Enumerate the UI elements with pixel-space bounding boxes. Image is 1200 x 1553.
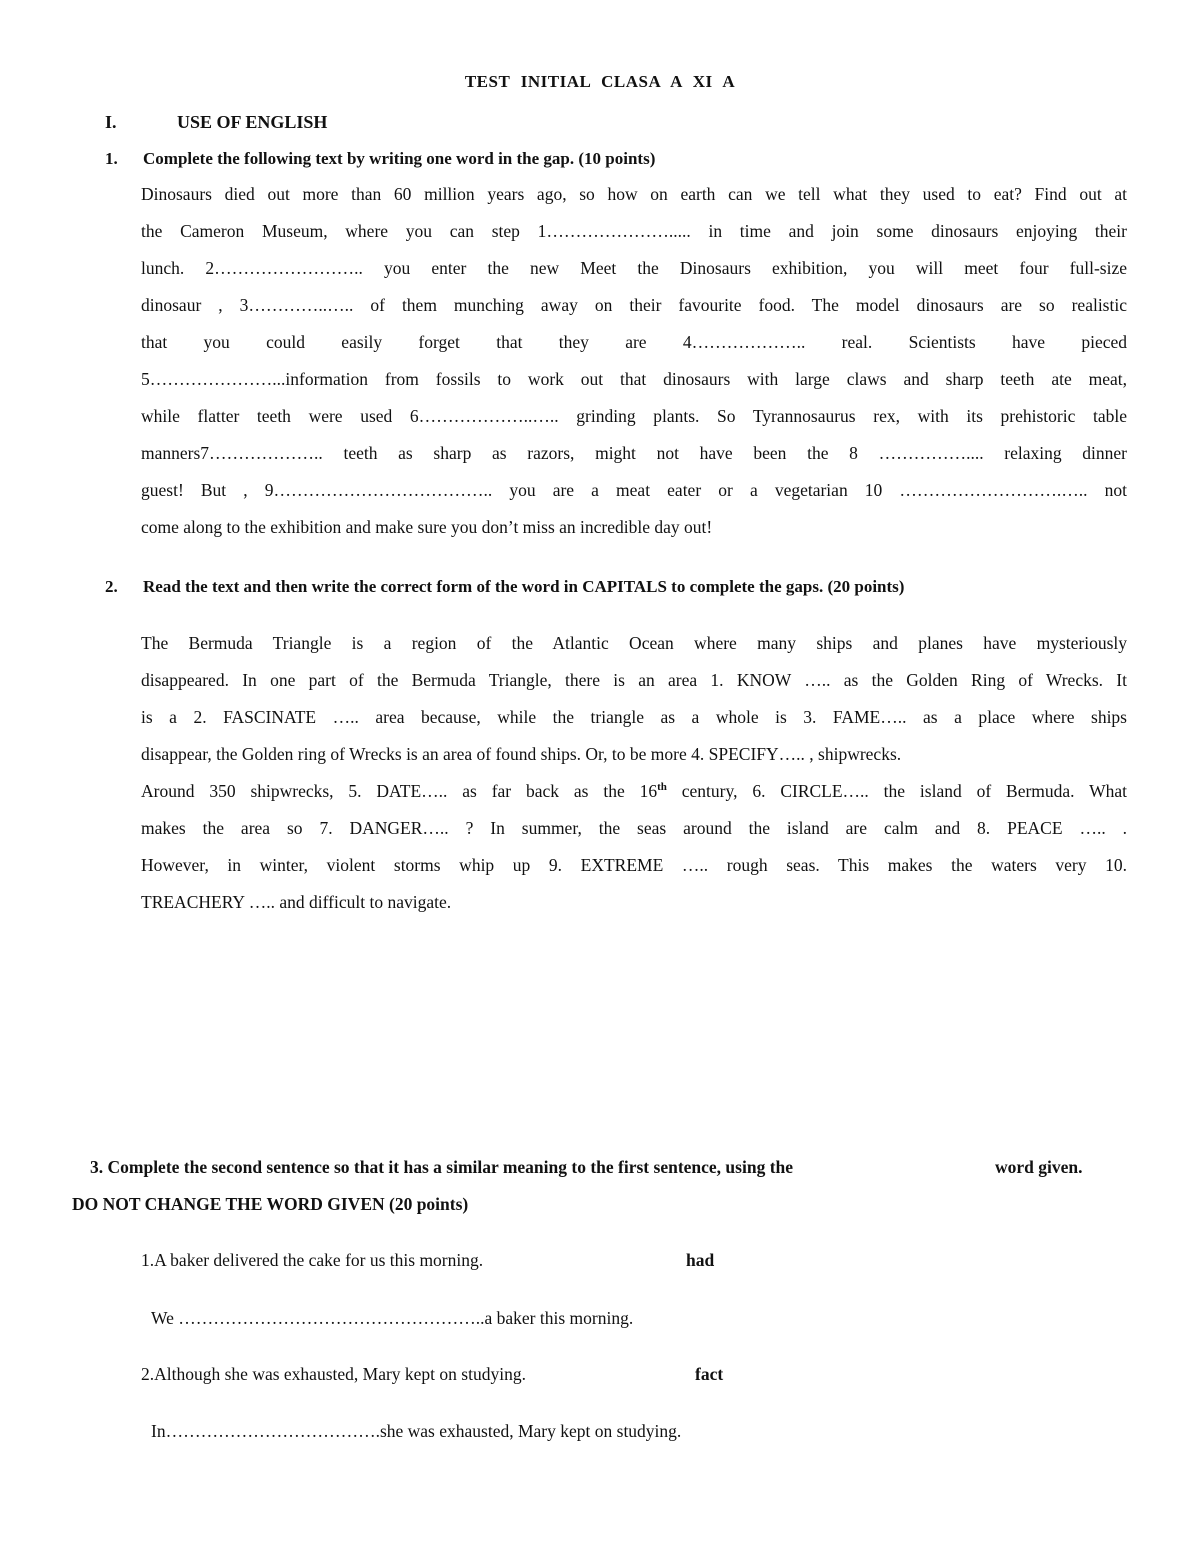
section-number: I. bbox=[105, 112, 117, 132]
question-1-heading bbox=[105, 149, 655, 169]
text-segment: century, 6. CIRCLE….. the island of Bermuda. What bbox=[666, 781, 1127, 801]
text-line: disappeared. In one part of the Bermuda Triangle, there is an area 1. KNOW ….. as the Golden Ring of Wrecks. It bbox=[141, 670, 1127, 690]
text-line: that you could easily forget that they are 4……………….. real. Scientists have pieced bbox=[141, 332, 1127, 352]
section-label: USE OF ENGLISH bbox=[177, 112, 328, 132]
question-instruction: Complete the following text by writing one word in the gap. (10 points) bbox=[143, 149, 656, 168]
text-line: TREACHERY ….. and difficult to navigate. bbox=[141, 892, 452, 912]
transform-sentence: 1.A baker delivered the cake for us this morning. bbox=[141, 1250, 484, 1270]
text-line: makes the area so 7. DANGER….. ? In summer, the seas around the island are calm and 8. PEACE ….. . bbox=[141, 818, 1127, 838]
question-3-instruction: 3. Complete the second sentence so that it has a similar meaning to the first sentence, using the bbox=[90, 1157, 794, 1177]
question-3-instruction-end: word given. bbox=[995, 1157, 1083, 1177]
text-line: The Bermuda Triangle is a region of the Atlantic Ocean where many ships and planes have mysteriously bbox=[141, 633, 1127, 653]
question-2-heading bbox=[105, 577, 904, 597]
superscript: th bbox=[657, 781, 667, 794]
text-line: 5…………………...information from fossils to work out that dinosaurs with large claws and sharp teeth ate meat, bbox=[141, 369, 1127, 389]
text-line: Dinosaurs died out more than 60 million years ago, so how on earth can we tell what they used to eat? Find out at bbox=[141, 184, 1127, 204]
text-segment: Around 350 shipwrecks, 5. DATE….. as far back as the 16 bbox=[141, 781, 658, 801]
text-line: guest! But , 9……………………………….. you are a meat eater or a vegetarian 10 ……………………….….. not bbox=[141, 480, 1127, 500]
text-line bbox=[141, 773, 1127, 810]
keyword: fact bbox=[695, 1364, 724, 1384]
question-instruction: Read the text and then write the correct form of the word in CAPITALS to complete the gaps. (20 points) bbox=[143, 577, 905, 596]
text-line: manners7……………….. teeth as sharp as razors, might not have been the 8 …………….... relaxing dinner bbox=[141, 443, 1127, 463]
answer-line: In……………………………….she was exhausted, Mary kept on studying. bbox=[151, 1421, 682, 1441]
transform-sentence: 2.Although she was exhausted, Mary kept on studying. bbox=[141, 1364, 526, 1384]
question-1-text bbox=[141, 176, 1127, 546]
keyword: had bbox=[686, 1250, 715, 1270]
text-line: However, in winter, violent storms whip up 9. EXTREME ….. rough seas. This makes the waters very 10. bbox=[141, 855, 1127, 875]
text-line: dinosaur , 3…………..….. of them munching away on their favourite food. The model dinosaurs are so realistic bbox=[141, 295, 1127, 315]
question-2-text bbox=[141, 625, 1127, 921]
answer-line: We ……………………………………………..a baker this morning. bbox=[151, 1308, 634, 1328]
text-line: while flatter teeth were used 6………………..….. grinding plants. So Tyrannosaurus rex, with its prehistoric table bbox=[141, 406, 1127, 426]
question-number: 1. bbox=[105, 149, 118, 168]
text-line: the Cameron Museum, where you can step 1…………………..... in time and join some dinosaurs enjoying their bbox=[141, 221, 1127, 241]
text-line: is a 2. FASCINATE ….. area because, while the triangle as a whole is 3. FAME….. as a place where ships bbox=[141, 707, 1127, 727]
question-number: 2. bbox=[105, 577, 118, 596]
text-line: come along to the exhibition and make sure you don’t miss an incredible day out! bbox=[141, 517, 713, 537]
text-line: lunch. 2…………………….. you enter the new Meet the Dinosaurs exhibition, you will meet four full-size bbox=[141, 258, 1127, 278]
section-heading bbox=[105, 112, 327, 133]
question-3-rule: DO NOT CHANGE THE WORD GIVEN (20 points) bbox=[72, 1194, 469, 1214]
text-line: disappear, the Golden ring of Wrecks is an area of found ships. Or, to be more 4. SPECIFY….. , shipwrecks. bbox=[141, 744, 902, 764]
page-title: TEST INITIAL CLASA A XI A bbox=[464, 72, 736, 91]
